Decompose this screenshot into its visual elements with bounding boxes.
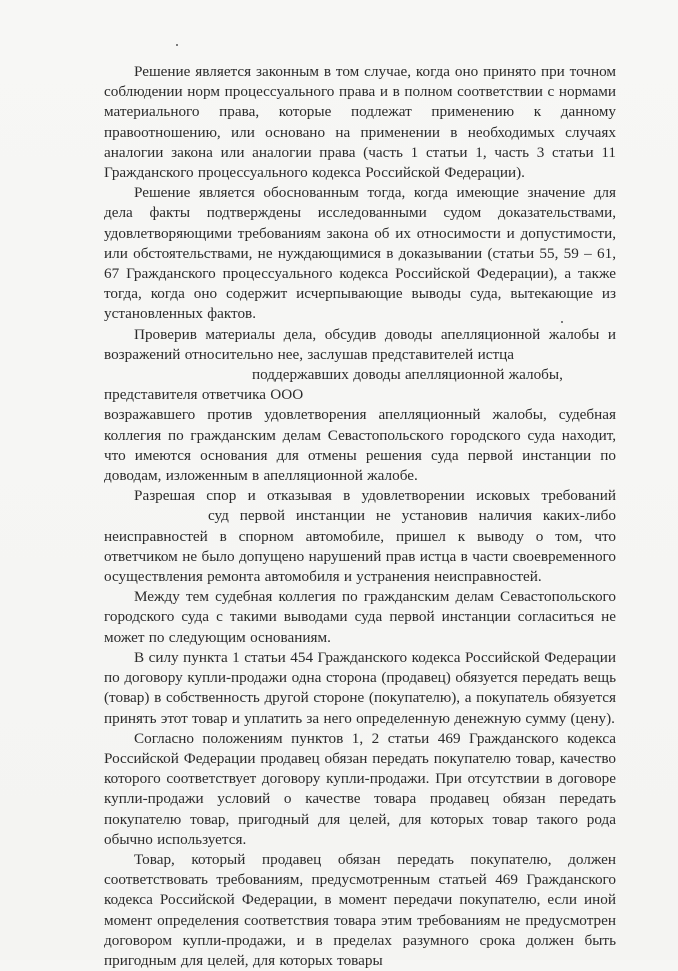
paragraph-board-disagreement: Между тем судебная коллегия по гражданским делам Севастопольского городского суда с такими выводами суда первой инстанции согласиться не может по следующим основаниям. xyxy=(104,588,616,646)
review-plaintiff-text: поддержавших доводы апелляционной жалобы, xyxy=(252,366,563,384)
paragraph-goods-quality: Товар, который продавец обязан передать покупателю, должен соответствовать требованиям, предусмотренным статьей 469 Гражданского кодекса Российской Федерации, в момент передачи покупателю, если иной момент определения соответствия товара этим требованиям не предусмотрен договором купли-продажи, и в пределах разумного срока должен быть пригодным для целей, для которых товары xyxy=(104,850,616,969)
paragraph-board-conclusion: возражавшего против удовлетворения апелляционный жалобы, судебная коллегия по гражданским делам Севастопольского городского суда находит, что имеются основания для отмены решения суда первой инстанции по доводам, изложенным в апелляционной жалобе. xyxy=(104,406,616,485)
scan-speck xyxy=(176,44,178,46)
paragraph-case-review: Проверив материалы дела, обсудив доводы апелляционной жалобы и возражений относительно нее, заслушав представителей истца xyxy=(104,325,616,363)
dispute-text-rest: суд первой инстанции не установив наличия каких-либо неисправностей в спорном автомобиле, пришел к выводу о том, что ответчиком не было допущено нарушений прав истца в части своевременного осуществления ремонта автомобиля и устранения неисправностей. xyxy=(104,507,616,586)
paragraph-article-469: Согласно положениям пунктов 1, 2 статьи 469 Гражданского кодекса Российской Федерации продавец обязан передать покупателю товар, качество которого соответствует договору купли-продажи. При отсутствии в договоре купли-продажи условий о качестве товара продавец обязан передать покупателю товар, пригодный для целей, для которых товар такого рода обычно используется. xyxy=(104,729,616,848)
paragraph-lawful-decision: Решение является законным в том случае, когда оно принято при точном соблюдении норм процессуального права и в полном соответствии с нормами материального права, которые подлежат применению к данному правоотношению, или основано на применении в необходимых случаях аналогии закона или аналогии права (часть 1 статьи 1, часть 3 статьи 11 Гражданского процессуального кодекса Российской Федерации). xyxy=(104,63,616,182)
document-body xyxy=(104,62,616,971)
paragraph-justified-decision: Решение является обоснованным тогда, когда имеющие значение для дела факты подтверждены исследованными судом доказательствами, удовлетворяющими требованиям закона об их относимости и допустимости, или обстоятельствами, не нуждающимися в доказывании (статьи 55, 59 – 61, 67 Гражданского процессуального кодекса Российской Федерации), а также тогда, когда оно содержит исчерпывающие выводы суда, вытекающие из установленных фактов. xyxy=(104,184,616,323)
paragraph-article-454: В силу пункта 1 статьи 454 Гражданского кодекса Российской Федерации по договору купли-продажи одна сторона (продавец) обязуется передать вещь (товар) в собственность другой стороне (покупателю), а покупатель обязуется принять этот товар и уплатить за него определенную денежную сумму (цену). xyxy=(104,648,616,727)
paragraph-case-review-continued xyxy=(104,365,616,385)
dispute-text-start: Разрешая спор и отказывая в удовлетворении исковых требований xyxy=(134,487,616,505)
paragraph-dispute-resolution xyxy=(104,486,616,587)
paragraph-defendant-representative: представителя ответчика ООО xyxy=(104,386,304,404)
